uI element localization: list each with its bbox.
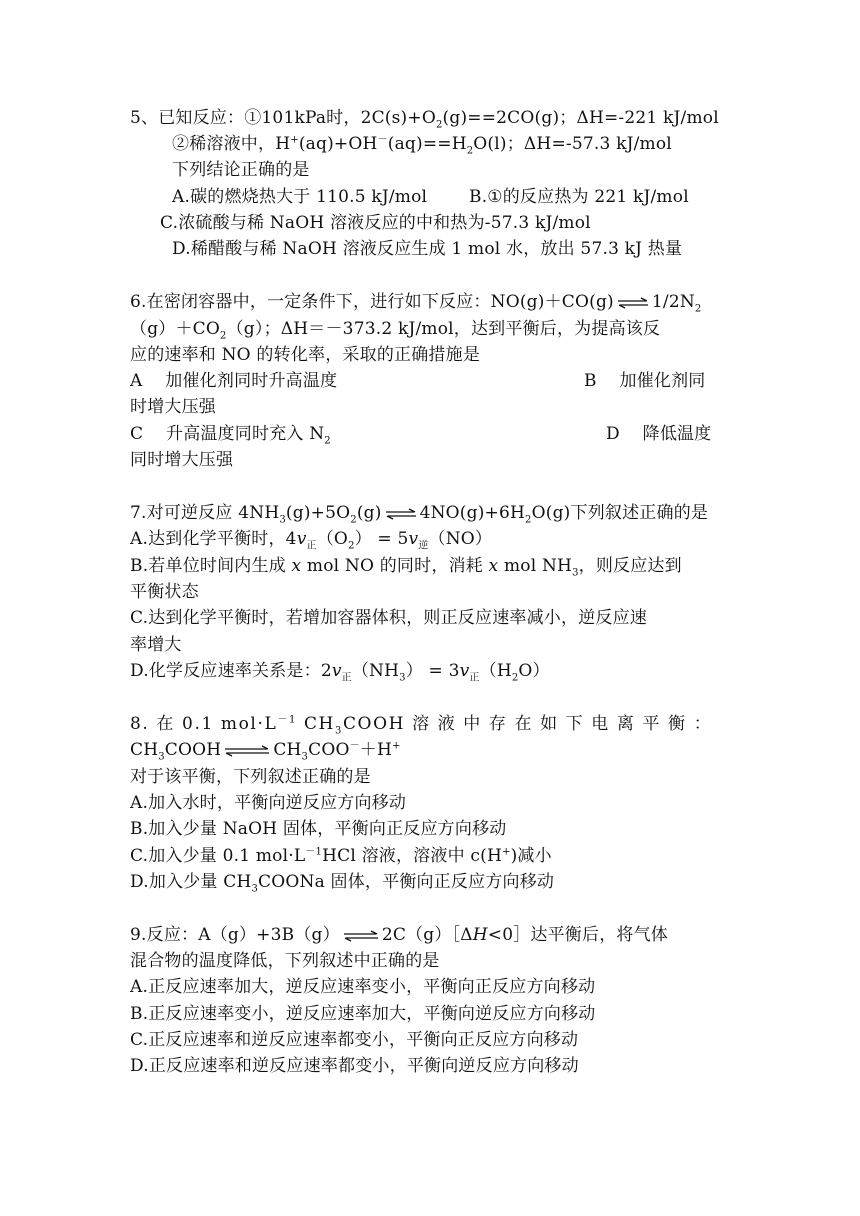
q5-option-d: D.稀醋酸与稀 NaOH 溶液反应生成 1 mol 水，放出 57.3 kJ 热量 <box>172 239 683 259</box>
q7-option-b: B.若单位时间内生成 x mol NO 的同时，消耗 x mol $NH_3$，则反应达到 <box>130 556 682 579</box>
q9-line1: 9.反应：A（g）+3B（g） 2C（g）［ΔH<0］达平衡后，将气体 <box>130 925 669 945</box>
q6-option-d: D 降低温度 <box>606 424 712 444</box>
q5-option-a: A.碳的燃烧热大于 110.5 kJ/mol <box>172 187 428 207</box>
q6-option-a: A 加催化剂同时升高温度 <box>130 371 338 391</box>
equilibrium-arrow-icon <box>342 930 380 942</box>
q7-option-c: C.达到化学平衡时，若增加容器体积，则正反应速率减小，逆反应速 <box>130 608 648 628</box>
equilibrium-arrow-icon <box>384 508 418 520</box>
q5-prompt: 下列结论正确的是 <box>172 160 310 180</box>
q8-line1: 8. 在 0.1 $mol\cdot L^{-1}$ $CH_3COOH$ 溶 液 中 存 在 如 下 电 离 平 衡 ： <box>130 714 713 737</box>
q8-option-d: D.加入少量 $CH_3COONa$ 固体，平衡向正反应方向移动 <box>130 872 555 895</box>
q8-prompt: 对于该平衡，下列叙述正确的是 <box>130 767 371 787</box>
q7-option-a: A.达到化学平衡时，$4v_正(O_2) = 5v_逆(NO)$ <box>130 529 493 552</box>
q8-option-c: C.加入少量 0.1 $mol\cdot L^{-1}HCl$ 溶液，溶液中 c(H+)减小 <box>130 846 552 866</box>
q8-option-b: B.加入少量 NaOH 固体，平衡向正反应方向移动 <box>130 819 507 839</box>
q6-line2: $(g)+CO_2(g)$；ΔH＝－373.2 kJ/mol，达到平衡后，为提高该反 <box>130 319 661 342</box>
q6-line1: 6.在密闭容器中，一定条件下，进行如下反应：NO(g)＋CO(g) $1/2N_2$ <box>130 292 702 315</box>
q7-option-d: D.化学反应速率关系是：$2v_正(NH_3) = 3v_正(H_2O)$ <box>130 661 550 684</box>
q7-option-b-cont: 平衡状态 <box>130 582 199 602</box>
q5-option-b: B.①的反应热为 221 kJ/mol <box>469 187 689 207</box>
q6-option-d-cont: 同时增大压强 <box>130 450 234 470</box>
q6-option-b: B 加催化剂同 <box>584 371 706 391</box>
q9-option-d: D.正反应速率和逆反应速率都变小，平衡向逆反应方向移动 <box>130 1056 579 1076</box>
equilibrium-arrow-icon <box>223 745 271 757</box>
q9-option-b: B.正反应速率变小，逆反应速率加大，平衡向逆反应方向移动 <box>130 1004 596 1024</box>
q6-line3: 应的速率和 NO 的转化率，采取的正确措施是 <box>130 345 481 365</box>
q7-option-c-cont: 率增大 <box>130 635 182 655</box>
q8-option-a: A.加入水时，平衡向逆反应方向移动 <box>130 793 407 813</box>
q6-option-c: C 升高温度同时充入 $N_2$ <box>130 424 331 447</box>
q9-option-a: A.正反应速率加大，逆反应速率变小，平衡向正反应方向移动 <box>130 977 596 997</box>
q7-line1: 7.对可逆反应 $4NH_3(g)+5O_2(g)$ $4NO(g)+6H_2O(g)$下列叙述正确的是 <box>130 503 709 526</box>
q9-line2: 混合物的温度降低，下列叙述中正确的是 <box>130 951 440 971</box>
q8-line2: $CH_3COOH$ $CH_3COO^-+H^+$ <box>130 740 401 763</box>
q5-option-c: C.浓硫酸与稀 NaOH 溶液反应的中和热为-57.3 kJ/mol <box>160 213 591 233</box>
q5-line2: ②稀溶液中，$H^+(aq)+OH^-(aq)==H_2O(l)$；ΔH=-57.3 kJ/mol <box>172 134 672 157</box>
equilibrium-arrow-icon <box>616 297 650 309</box>
q5-line1: 5、已知反应：①101kPa时，$2C(s)+O_2(g)==2CO(g)$；ΔH=-221 kJ/mol <box>130 108 719 131</box>
q6-option-b-cont: 时增大压强 <box>130 397 216 417</box>
q9-option-c: C.正反应速率和逆反应速率都变小，平衡向正反应方向移动 <box>130 1030 579 1050</box>
